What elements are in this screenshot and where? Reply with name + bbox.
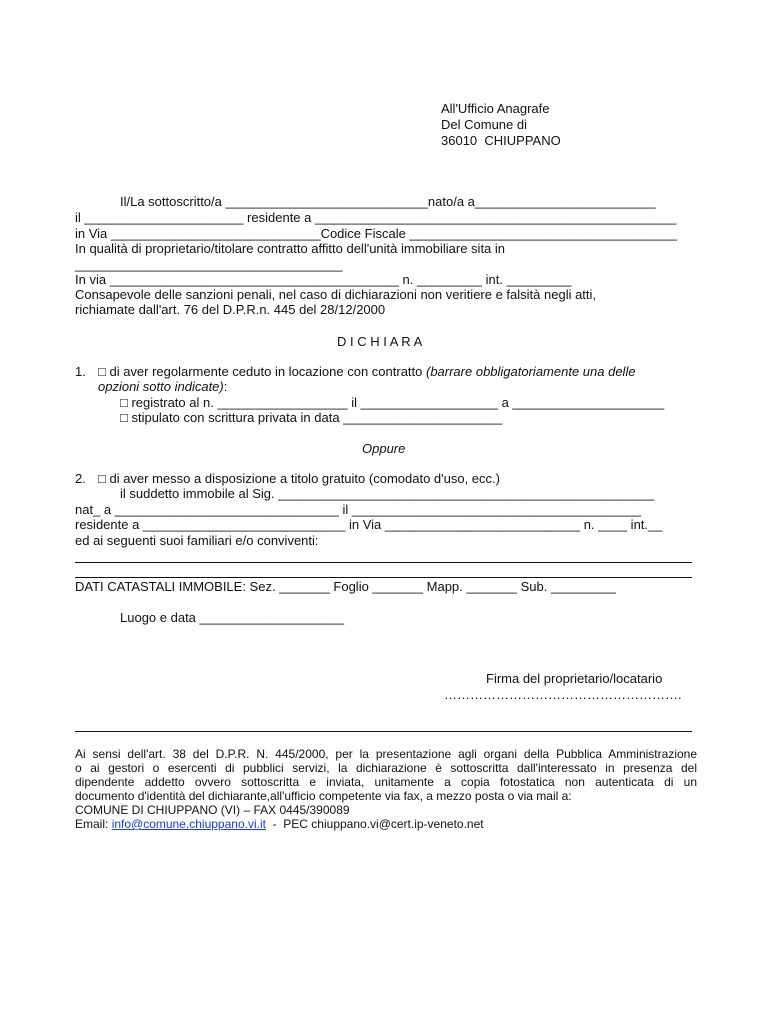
family-blank-line-1 bbox=[75, 562, 692, 563]
option-1a-registered[interactable]: □ registrato al n. __________________ il ___________________ a _____________________ bbox=[120, 395, 665, 410]
property-street-line: In via ________________________________________ n. _________ int. _________ bbox=[75, 272, 572, 287]
option-1b-private-deed[interactable]: □ stipulato con scrittura privata in data ______________________ bbox=[120, 410, 503, 425]
option-1-label: □ di aver regolarmente ceduto in locazione con contratto bbox=[98, 364, 426, 379]
option-2-person-line: il suddetto immobile al Sig. ____________________________________________________ bbox=[120, 486, 655, 501]
email-label: Email: bbox=[75, 817, 112, 831]
awareness-line: Consapevole delle sanzioni penali, nel caso di dichiarazioni non veritiere e falsità negli atti, bbox=[75, 287, 597, 302]
birth-residence-line: il ______________________ residente a __________________________________________________ bbox=[75, 210, 677, 225]
recipient-line-3: 36010 CHIUPPANO bbox=[441, 133, 561, 148]
option-1-note-2: opzioni sotto indicate) bbox=[98, 379, 224, 394]
footer-paragraph-line-3: dipendente addetto ovvero sottoscritta e inviata, unitamente a copia fotostatica non autenticata di un bbox=[75, 775, 697, 789]
address-fiscal-code-line: in Via _____________________________Codice Fiscale _____________________________________ bbox=[75, 226, 677, 241]
option-2-number: 2. bbox=[75, 471, 86, 486]
cadastral-data-line: DATI CATASTALI IMMOBILE: Sez. _______ Foglio _______ Mapp. _______ Sub. _________ bbox=[75, 579, 617, 594]
option-2-residence-line: residente a ____________________________ in Via ___________________________ n. ____ int.__ bbox=[75, 517, 663, 532]
property-owner-line: In qualità di proprietario/titolare contratto affitto dell'unità immobiliare sita in bbox=[75, 241, 506, 256]
footer-paragraph-line-1: Ai sensi dell'art. 38 del D.P.R. N. 445/2000, per la presentazione agli organi della Pubblica Amministrazione bbox=[75, 747, 697, 761]
pec-address: - PEC chiuppano.vi@cert.ip-veneto.net bbox=[265, 817, 484, 831]
declares-heading: D I C H I A R A bbox=[337, 334, 423, 349]
recipient-line-2: Del Comune di bbox=[441, 117, 527, 132]
property-location-line: _____________________________________ bbox=[75, 257, 343, 272]
option-1-colon: : bbox=[223, 379, 228, 394]
place-date-line: Luogo e data ____________________ bbox=[120, 610, 345, 625]
recipient-line-1: All'Ufficio Anagrafe bbox=[441, 101, 550, 116]
footer-paragraph-line-4: documento d'identità del dichiarante,all'ufficio competente via fax, a mezzo posta o via mail a: bbox=[75, 789, 572, 803]
option-2-birth-line: nat_ a _______________________________ il ________________________________________ bbox=[75, 502, 642, 517]
family-blank-line-2 bbox=[75, 577, 692, 578]
footer-separator bbox=[75, 731, 692, 732]
or-separator: Oppure bbox=[362, 441, 406, 456]
footer-comune-fax: COMUNE DI CHIUPPANO (VI) – FAX 0445/390089 bbox=[75, 803, 350, 817]
option-1-note-cont bbox=[98, 379, 227, 395]
option-1-note: (barrare obbligatoriamente una delle bbox=[425, 364, 636, 379]
footer-contacts bbox=[75, 818, 484, 832]
declarant-name-line: Il/La sottoscritto/a ____________________________nato/a a_________________________ bbox=[120, 194, 656, 209]
option-2-text[interactable]: □ di aver messo a disposizione a titolo gratuito (comodato d'uso, ecc.) bbox=[98, 471, 500, 486]
signature-line: ………………………………………………. bbox=[444, 687, 682, 702]
footer-paragraph-line-2: o ai gestori o esercenti di pubblici servizi, la dichiarazione è sottoscritta dall'interessato in presenza del bbox=[75, 761, 697, 775]
option-1-number: 1. bbox=[75, 364, 86, 379]
option-2-family-line: ed ai seguenti suoi familiari e/o conviventi: bbox=[75, 533, 319, 548]
email-link[interactable]: info@comune.chiuppano.vi.it bbox=[111, 817, 266, 831]
signature-label: Firma del proprietario/locatario bbox=[486, 671, 663, 686]
option-1-text bbox=[98, 364, 636, 380]
law-reference-line: richiamate dall'art. 76 del D.P.R.n. 445 del 28/12/2000 bbox=[75, 302, 386, 317]
